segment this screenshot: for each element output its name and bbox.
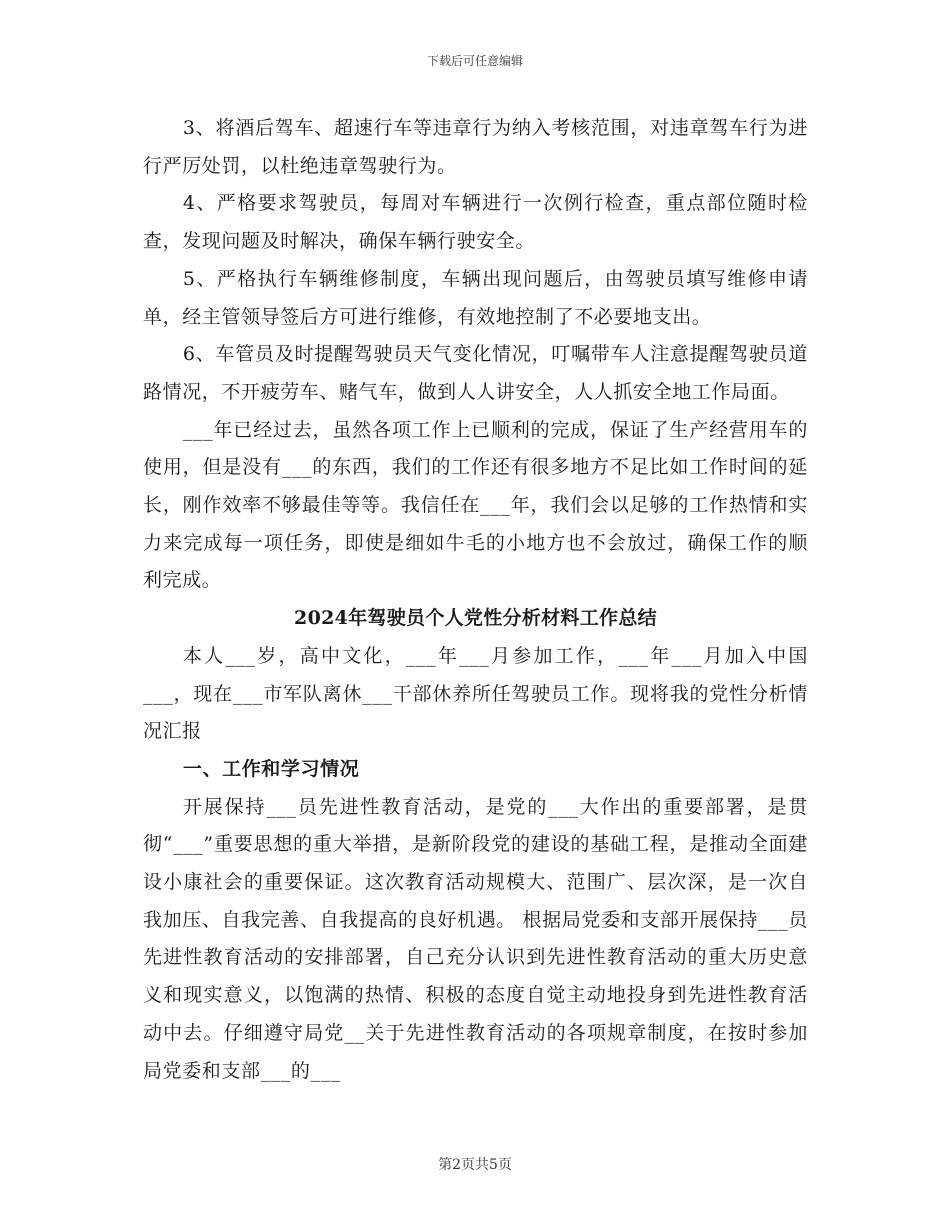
paragraph-item-6: 6、车管员及时提醒驾驶员天气变化情况，叮嘱带车人注意提醒驾驶员道路情况，不开疲劳车、赌气车，做到人人讲安全，人人抓安全地工作局面。 bbox=[143, 343, 808, 403]
page-footer: 第2页共5页 bbox=[438, 1157, 512, 1173]
intro-paragraph: 本人___岁，高中文化，___年___月参加工作，___年___月加入中国___，现在___市军队离休___干部休养所任驾驶员工作。现将我的党性分析情况汇报 bbox=[143, 644, 808, 743]
document-title: 2024年驾驶员个人党性分析材料工作总结 bbox=[294, 607, 657, 630]
paragraph-item-4: 4、严格要求驾驶员，每周对车辆进行一次例行检查，重点部位随时检查，发现问题及时解决，确保车辆行驶安全。 bbox=[143, 192, 808, 253]
paragraph-year-summary: ___年已经过去，虽然各项工作上已顺利的完成，保证了生产经营用车的使用，但是没有___的东西，我们的工作还有很多地方不足比如工作时间的延长，刚作效率不够最佳等等。我信任在___年，我们会以足够的工作热情和实力来完成每一项任务，即使是细如牛毛的小地方也不会放过，确保工作的顺利完成。 bbox=[143, 418, 808, 592]
paragraph-item-5: 5、严格执行车辆维修制度，车辆出现问题后，由驾驶员填写维修申请单，经主管领导签后方可进行维修，有效地控制了不必要地支出。 bbox=[143, 267, 808, 328]
page-header: 下载后可任意编辑 bbox=[426, 54, 523, 68]
paragraph-item-3: 3、将酒后驾车、超速行车等违章行为纳入考核范围，对违章驾车行为进行严厉处罚，以杜绝违章驾驶行为。 bbox=[143, 117, 808, 177]
document-body bbox=[143, 110, 808, 1090]
section-paragraph: 开展保持___员先进性教育活动，是党的___大作出的重要部署，是贯彻“___”重要思想的重大举措，是新阶段党的建设的基础工程，是推动全面建设小康社会的重要保证。这次教育活动规模大、范围广、层次深，是一次自我加压、自我完善、自我提高的良好机遇。 根据局党委和支部开展保持___员先进性教育活动的安排部署，自己充分认识到先进性教育活动的重大历史意义和现实意义，以饱满的热情、积极的态度自觉主动地投身到先进性教育活动中去。仔细遵守局党__关于先进性教育活动的各项规章制度，在按时参加局党委和支部___的___ bbox=[143, 795, 808, 1082]
section-heading: 一、工作和学习情况 bbox=[182, 757, 360, 780]
